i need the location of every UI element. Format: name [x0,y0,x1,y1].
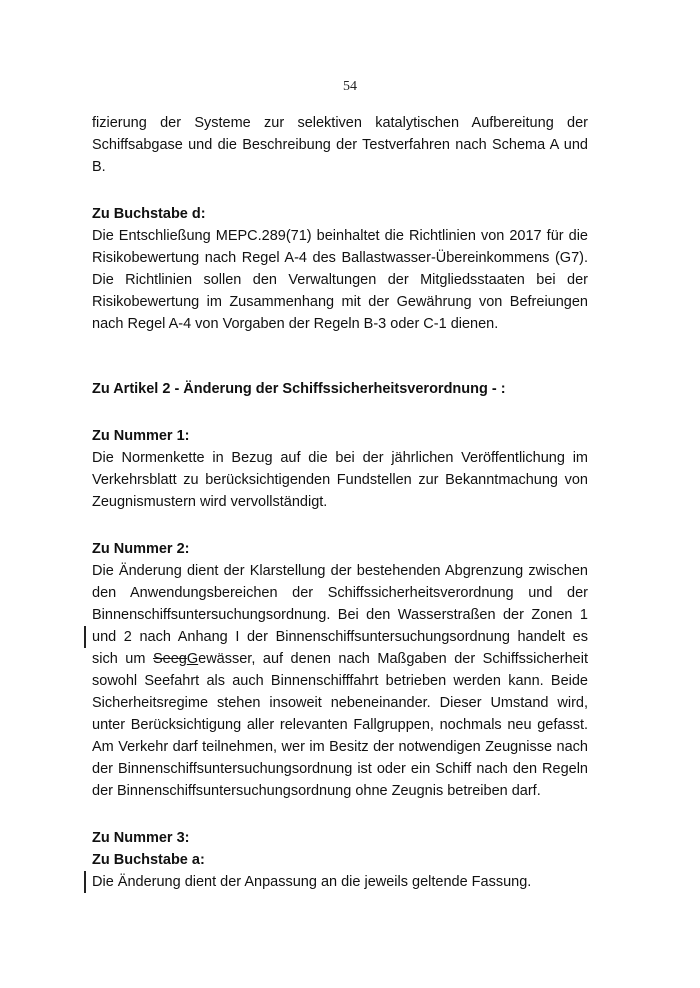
nummer-3-text-content: Die Änderung dient der Anpassung an die jeweils geltende Fassung. [92,874,532,890]
intro-paragraph: fizierung der Systeme zur selektiven katalytischen Aufbereitung der Schiffsabgase und die Beschreibung der Testverfahren nach Schema A und B. [92,115,588,175]
nummer-3-subheading: Zu Buchstabe a: [92,852,205,868]
deleted-text: Seeg [152,651,187,667]
nummer-2-heading: Zu Nummer 2: [92,541,190,557]
nummer-3-text [92,871,588,893]
nummer-1-heading: Zu Nummer 1: [92,428,190,444]
nummer-2-text-before: Die Änderung dient der Klarstellung der bestehenden Abgrenzung zwischen den Anwendungsbereichen der Schiffssicherheitsverordnung und der Binnenschiffsuntersuchungsordnung. Bei den Wasserstraßen der Zonen 1 und 2 nach Anhang I der Binnenschiffsuntersuchungsordnung handelt es sich um [92,563,588,667]
change-bar [84,626,86,648]
section-d-text: Die Entschließung MEPC.289(71) beinhaltet die Richtlinien von 2017 für die Risikobewertung nach Regel A-4 des Ballastwasser-Übereinkommens (G7). Die Richtlinien sollen den Verwaltungen der Mitgliedsstaaten bei der Risikobewertung im Zusammenhang mit der Gewährung von Befreiungen nach Regel A-4 von Vorgaben der Regeln B-3 oder C-1 dienen. [92,228,588,332]
nummer-3-heading: Zu Nummer 3: [92,830,190,846]
change-bar [84,871,86,893]
document-body [92,112,588,893]
inserted-text: G [186,651,199,667]
nummer-1-text: Die Normenkette in Bezug auf die bei der jährlichen Veröffentlichung im Verkehrsblatt zu berücksichtigenden Fundstellen zur Bekanntmachung von Zeugnismustern wird vervollständigt. [92,450,588,510]
section-d-heading: Zu Buchstabe d: [92,206,206,222]
nummer-2-text [92,560,588,802]
page-number: 54 [343,79,357,94]
article-2-heading: Zu Artikel 2 - Änderung der Schiffssicherheitsverordnung - : [92,381,506,397]
nummer-2-text-after: ewässer, auf denen nach Maßgaben der Schiffssicherheit sowohl Seefahrt als auch Binnenschifffahrt betrieben werden kann. Beide Sicherheitsregime stehen insoweit nebeneinander. Dieser Umstand wird, unter Berücksichtigung aller relevanten Fallgruppen, nochmals neu gefasst. Am Verkehr darf teilnehmen, wer im Besitz der notwendigen Zeugnisse nach der Binnenschiffsuntersuchungsordnung ist oder ein Schiff nach den Regeln der Binnenschiffsuntersuchungsordnung ohne Zeugnis betreiben darf. [92,651,588,799]
